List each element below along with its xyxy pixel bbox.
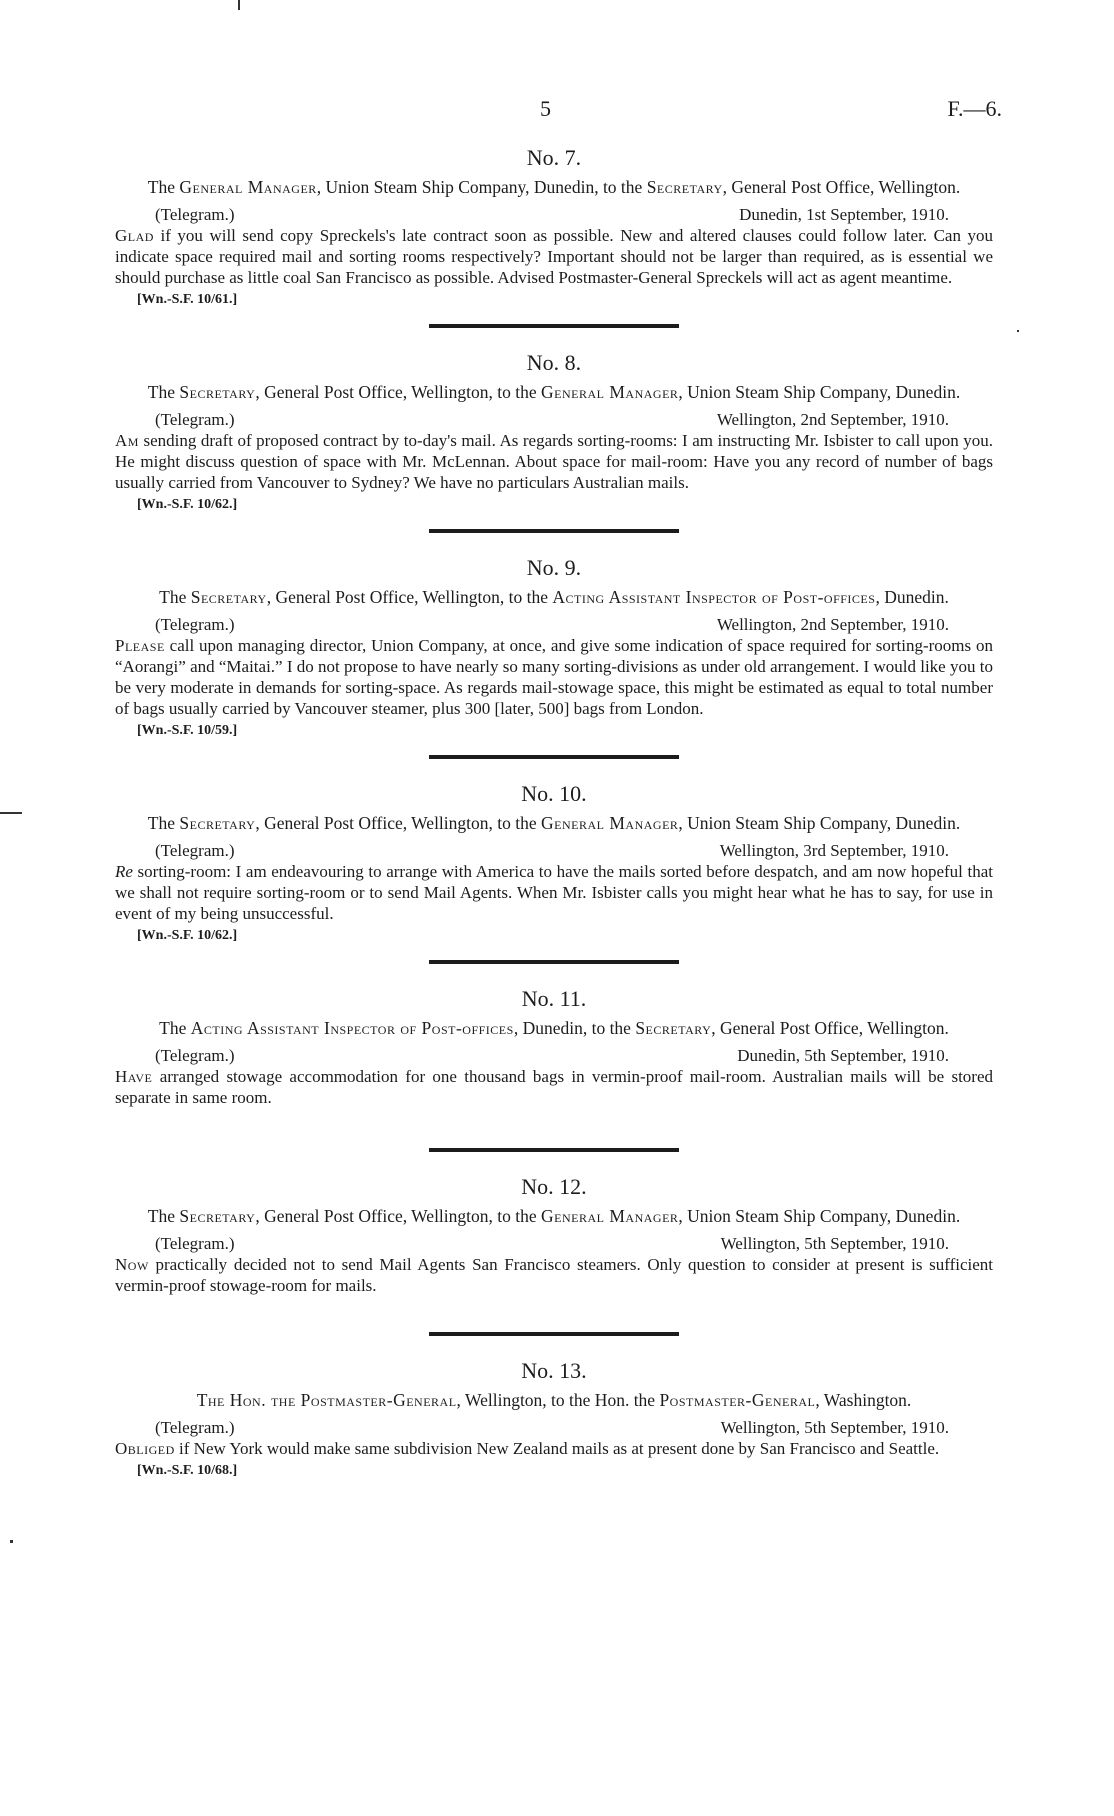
file-reference: [Wn.-S.F. 10/61.] bbox=[137, 292, 238, 307]
telegram-line bbox=[115, 204, 993, 225]
sender-title: Secretary bbox=[179, 813, 256, 833]
file-reference: [Wn.-S.F. 10/62.] bbox=[137, 497, 238, 512]
lead-word: Now bbox=[115, 1255, 149, 1274]
recipient-title: Secretary bbox=[646, 177, 723, 197]
telegram-label: (Telegram.) bbox=[155, 1234, 235, 1253]
entry-no-11 bbox=[115, 986, 993, 1108]
telegram-label: (Telegram.) bbox=[155, 205, 235, 224]
entry-no-10 bbox=[115, 781, 993, 946]
entry-heading: The Secretary, General Post Office, Wellington, to the General Manager, Union Steam Ship Company, Dunedin. bbox=[147, 382, 961, 402]
sender-title: Secretary bbox=[190, 587, 267, 607]
lead-word: Am bbox=[115, 431, 139, 450]
file-reference: [Wn.-S.F. 10/62.] bbox=[137, 928, 238, 943]
section-divider bbox=[429, 324, 679, 328]
section-divider bbox=[429, 960, 679, 964]
telegram-text: Am sending draft of proposed contract by to-day's mail. As regards sorting-rooms: I am instructing Mr. Isbister to call upon you. He might discuss question of space with Mr. McLennan. About space for mail-room: Have you any record of number of bags usually carried from Vancouver to Sydney? We have no particulars Australian mails. bbox=[115, 431, 993, 492]
recipient-title: General Manager bbox=[541, 382, 679, 402]
entry-heading: The Hon. the Postmaster-General, Wellington, to the Hon. the Postmaster-General, Washington. bbox=[196, 1390, 912, 1410]
scan-mark bbox=[0, 812, 22, 814]
telegram-text: Re sorting-room: I am endeavouring to arrange with America to have the mails sorted before despatch, and am now hopeful that we shall not require sorting-room or to send Mail Agents. When Mr. Isbister calls you might hear what he has to say, for use in event of my being unsuccessful. bbox=[115, 862, 993, 923]
scan-mark bbox=[238, 0, 240, 10]
telegram-line bbox=[115, 1045, 993, 1066]
section-divider bbox=[429, 755, 679, 759]
entry-heading: The Secretary, General Post Office, Wellington, to the General Manager, Union Steam Ship Company, Dunedin. bbox=[147, 1206, 961, 1226]
file-reference: [Wn.-S.F. 10/59.] bbox=[137, 723, 238, 738]
lead-word: Glad bbox=[115, 226, 154, 245]
recipient-title: Acting Assistant Inspector of Post-offices bbox=[552, 587, 876, 607]
section-divider bbox=[429, 1332, 679, 1336]
lead-word: Re bbox=[115, 862, 133, 881]
telegram-line bbox=[115, 409, 993, 430]
place-date: Dunedin, 5th September, 1910. bbox=[737, 1046, 949, 1065]
lead-word: Have bbox=[115, 1067, 153, 1086]
entry-no-13 bbox=[115, 1358, 993, 1481]
telegram-line bbox=[115, 840, 993, 861]
entry-number: No. 9. bbox=[526, 555, 582, 580]
recipient-title: Postmaster-General bbox=[659, 1390, 816, 1410]
telegram-label: (Telegram.) bbox=[155, 615, 235, 634]
place-date: Wellington, 3rd September, 1910. bbox=[719, 841, 949, 860]
entry-number: No. 10. bbox=[521, 781, 587, 806]
entry-number: No. 7. bbox=[526, 145, 582, 170]
document-body bbox=[115, 145, 993, 1481]
entry-no-9 bbox=[115, 555, 993, 741]
recipient-title: Secretary bbox=[635, 1018, 712, 1038]
lead-word: Please bbox=[115, 636, 165, 655]
telegram-text: Obliged if New York would make same subdivision New Zealand mails as at present done by San Francisco and Seattle. bbox=[115, 1439, 940, 1458]
telegram-text: Please call upon managing director, Union Company, at once, and give some indication of space required for sorting-rooms on “Aorangi” and “Maitai.” I do not propose to have nearly so many sorting-divisions as under old arrangement. I would like you to be very moderate in demands for sorting-space. As regards mail-stowage space, this might be estimated as equal to total number of bags usually carried by Vancouver steamer, plus 300 [later, 500] bags from London. bbox=[115, 636, 993, 718]
document-reference: F.—6. bbox=[947, 96, 1002, 121]
telegram-label: (Telegram.) bbox=[155, 1046, 235, 1065]
entry-no-7 bbox=[115, 145, 993, 310]
entry-heading: The Secretary, General Post Office, Wellington, to the Acting Assistant Inspector of Post-offices, Dunedin. bbox=[159, 587, 949, 607]
sender-title: Secretary bbox=[179, 1206, 256, 1226]
page-header bbox=[0, 96, 1114, 126]
scan-mark bbox=[1017, 330, 1019, 332]
place-date: Wellington, 2nd September, 1910. bbox=[716, 615, 949, 634]
entry-no-8 bbox=[115, 350, 993, 515]
telegram-text: Now practically decided not to send Mail Agents San Francisco steamers. Only question to consider at present is sufficient vermin-proof stowage-room for mails. bbox=[115, 1255, 993, 1295]
telegram-label: (Telegram.) bbox=[155, 841, 235, 860]
telegram-line bbox=[115, 1417, 993, 1438]
entry-heading: The Acting Assistant Inspector of Post-offices, Dunedin, to the Secretary, General Post Office, Wellington. bbox=[159, 1018, 949, 1038]
sender-title: Secretary bbox=[179, 382, 256, 402]
entry-heading: The Secretary, General Post Office, Wellington, to the General Manager, Union Steam Ship Company, Dunedin. bbox=[147, 813, 961, 833]
file-reference: [Wn.-S.F. 10/68.] bbox=[137, 1463, 238, 1478]
telegram-line bbox=[115, 614, 993, 635]
recipient-title: General Manager bbox=[541, 813, 679, 833]
telegram-line bbox=[115, 1233, 993, 1254]
scan-mark bbox=[10, 1540, 13, 1543]
sender-title: The Hon. the Postmaster-General bbox=[196, 1390, 457, 1410]
place-date: Wellington, 5th September, 1910. bbox=[720, 1234, 949, 1253]
section-divider bbox=[429, 1148, 679, 1152]
place-date: Wellington, 2nd September, 1910. bbox=[716, 410, 949, 429]
entry-number: No. 12. bbox=[521, 1174, 587, 1199]
entry-number: No. 13. bbox=[521, 1358, 587, 1383]
entry-number: No. 11. bbox=[521, 986, 587, 1011]
section-divider bbox=[429, 529, 679, 533]
recipient-title: General Manager bbox=[541, 1206, 679, 1226]
telegram-text: Glad if you will send copy Spreckels's late contract soon as possible. New and altered clauses could follow later. Can you indicate space required mail and sorting rooms respectively? Important should not be larger than required, as is essential we should purchase as little coal San Francisco as possible. Advised Postmaster-General Spreckels will act as agent meantime. bbox=[115, 226, 993, 287]
telegram-label: (Telegram.) bbox=[155, 410, 235, 429]
telegram-label: (Telegram.) bbox=[155, 1418, 235, 1437]
place-date: Wellington, 5th September, 1910. bbox=[720, 1418, 949, 1437]
telegram-text: Have arranged stowage accommodation for one thousand bags in vermin-proof mail-room. Australian mails will be stored separate in same room. bbox=[115, 1067, 993, 1107]
lead-word: Obliged bbox=[115, 1439, 175, 1458]
sender-title: Acting Assistant Inspector of Post-offices bbox=[190, 1018, 514, 1038]
entry-no-12 bbox=[115, 1174, 993, 1296]
page-number: 5 bbox=[540, 96, 551, 121]
place-date: Dunedin, 1st September, 1910. bbox=[739, 205, 949, 224]
sender-title: General Manager bbox=[179, 177, 317, 197]
entry-heading: The General Manager, Union Steam Ship Company, Dunedin, to the Secretary, General Post Office, Wellington. bbox=[147, 177, 961, 197]
entry-number: No. 8. bbox=[526, 350, 582, 375]
